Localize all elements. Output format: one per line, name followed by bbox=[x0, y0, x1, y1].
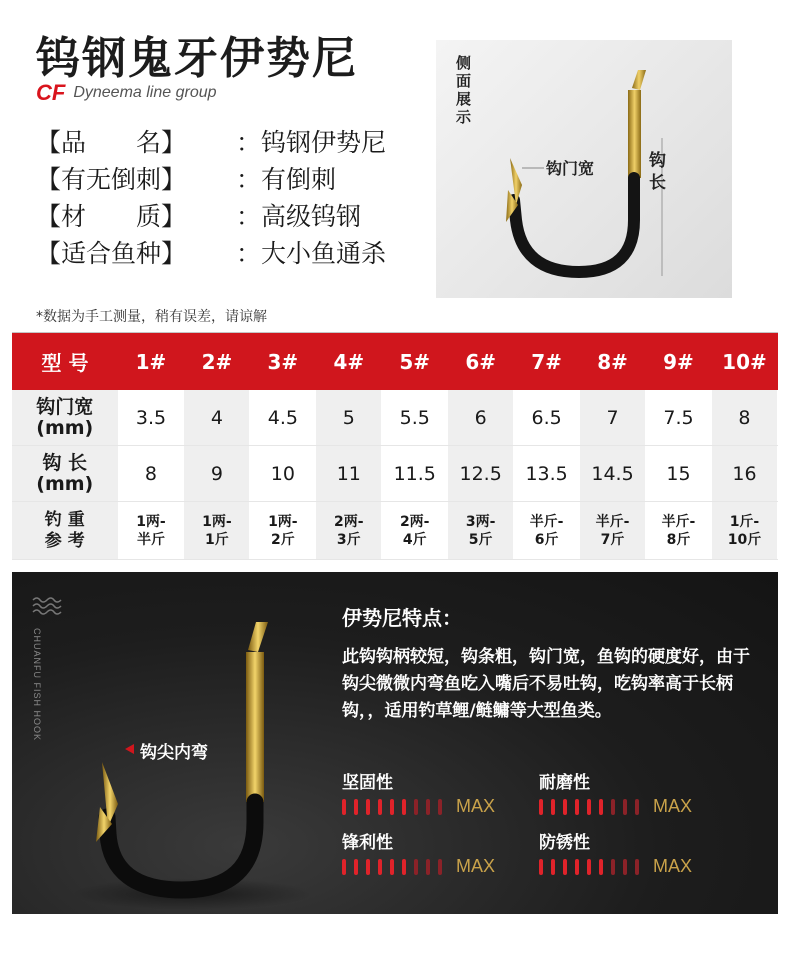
meter-bar bbox=[402, 799, 406, 815]
row-label-line: 钩 长 bbox=[42, 451, 88, 474]
spec-row-material bbox=[36, 198, 386, 235]
cell-line: 8斤 bbox=[666, 531, 691, 548]
spec-row-fish bbox=[36, 235, 386, 272]
table-header: 型 号 bbox=[12, 333, 118, 391]
meter-max-label: MAX bbox=[653, 856, 693, 876]
meter-bars bbox=[539, 856, 739, 877]
meter-bar bbox=[539, 859, 543, 875]
size-header: 4# bbox=[316, 333, 382, 391]
meter-bar bbox=[575, 799, 579, 815]
meter-bar bbox=[611, 799, 615, 815]
cell-line: 3两- bbox=[465, 513, 496, 530]
meter-bar bbox=[539, 799, 543, 815]
table-cell: 6.5 bbox=[514, 390, 580, 446]
size-header: 5# bbox=[382, 333, 448, 391]
cell-line: 1两- bbox=[136, 513, 166, 530]
cell-line: 2两- bbox=[399, 513, 430, 530]
spec-key: 【材 质】 bbox=[36, 202, 187, 231]
table-cell bbox=[448, 502, 514, 560]
meter-bar bbox=[378, 799, 382, 815]
meter-bar bbox=[402, 859, 406, 875]
table-cell bbox=[184, 502, 250, 560]
table-cell: 9 bbox=[184, 446, 250, 502]
table-cell: 8 bbox=[711, 390, 777, 446]
brand-vertical-text: CHUANFU FISH HOOK bbox=[32, 628, 42, 742]
meter-bar bbox=[390, 859, 394, 875]
spec-sep: ： bbox=[236, 202, 262, 231]
meter-bars bbox=[342, 796, 542, 817]
meter-max-label: MAX bbox=[653, 796, 693, 816]
table-cell bbox=[316, 502, 382, 560]
table-cell: 3.5 bbox=[118, 390, 184, 446]
meter-bar bbox=[599, 859, 603, 875]
brand-logo: CF bbox=[36, 80, 66, 105]
spec-row-barb bbox=[36, 161, 386, 198]
meter-bar bbox=[390, 799, 394, 815]
size-table bbox=[12, 332, 778, 560]
cell-line: 4斤 bbox=[402, 531, 427, 548]
row-label-line: 钓 重 bbox=[44, 509, 85, 530]
table-cell bbox=[382, 502, 448, 560]
cell-line: 1两- bbox=[202, 513, 232, 530]
spec-row-name bbox=[36, 124, 386, 161]
meter-bar bbox=[438, 799, 442, 815]
table-cell: 13.5 bbox=[514, 446, 580, 502]
spec-value: 钨钢伊势尼 bbox=[261, 128, 387, 157]
size-header: 1# bbox=[118, 333, 184, 391]
meter-bar bbox=[426, 859, 430, 875]
table-cell: 6 bbox=[448, 390, 514, 446]
cell-line: 1斤- bbox=[729, 513, 760, 530]
meter-bar bbox=[414, 799, 418, 815]
measurement-note: *数据为手工测量，稍有误差，请谅解 bbox=[36, 309, 267, 325]
meter-wear bbox=[539, 768, 739, 817]
meter-label: 坚固性 bbox=[342, 773, 393, 793]
table-cell: 11 bbox=[316, 446, 382, 502]
meter-bar bbox=[635, 799, 639, 815]
row-label-line: (mm) bbox=[36, 416, 94, 439]
table-cell: 10 bbox=[250, 446, 316, 502]
gap-width-label: 钩门宽 bbox=[546, 159, 595, 178]
table-cell: 5.5 bbox=[382, 390, 448, 446]
table-cell bbox=[118, 502, 184, 560]
cell-line: 半斤- bbox=[661, 513, 696, 530]
table-cell: 5 bbox=[316, 390, 382, 446]
meter-bar bbox=[611, 859, 615, 875]
spec-list bbox=[36, 124, 386, 272]
cell-line: 3斤 bbox=[336, 531, 361, 548]
table-cell: 11.5 bbox=[382, 446, 448, 502]
meter-bar bbox=[587, 799, 591, 815]
row-label-line: (mm) bbox=[36, 472, 94, 495]
row-label bbox=[12, 446, 118, 502]
spec-key: 【有无倒刺】 bbox=[36, 165, 187, 194]
meter-bars bbox=[539, 796, 739, 817]
meter-label: 锋利性 bbox=[342, 833, 393, 853]
meter-bar bbox=[354, 799, 358, 815]
size-header: 10# bbox=[711, 333, 777, 391]
spec-sep: ： bbox=[236, 128, 262, 157]
size-header: 8# bbox=[580, 333, 646, 391]
cell-line: 1斤 bbox=[205, 531, 229, 548]
spec-key: 【品 名】 bbox=[36, 128, 187, 157]
table-cell bbox=[250, 502, 316, 560]
meter-bar bbox=[587, 859, 591, 875]
brand bbox=[36, 80, 217, 106]
cell-line: 半斤- bbox=[529, 513, 564, 530]
meter-bar bbox=[342, 799, 346, 815]
meter-bar bbox=[551, 859, 555, 875]
table-cell: 4 bbox=[184, 390, 250, 446]
spec-sep: ： bbox=[236, 165, 262, 194]
table-cell bbox=[646, 502, 712, 560]
product-title: 钨钢鬼牙伊势尼 bbox=[36, 33, 358, 84]
features-title: 伊势尼特点： bbox=[342, 606, 462, 630]
meter-bar bbox=[563, 859, 567, 875]
size-header: 6# bbox=[448, 333, 514, 391]
size-header: 3# bbox=[250, 333, 316, 391]
table-cell: 16 bbox=[711, 446, 777, 502]
meter-bars bbox=[342, 856, 542, 877]
meter-bar bbox=[635, 859, 639, 875]
size-header: 2# bbox=[184, 333, 250, 391]
row-label-line: 钩门宽 bbox=[36, 395, 94, 418]
meter-bar bbox=[438, 859, 442, 875]
table-cell: 7 bbox=[580, 390, 646, 446]
side-view-panel bbox=[436, 40, 732, 298]
spec-value: 高级钨钢 bbox=[261, 202, 362, 231]
features-description: 此钩钩柄较短，钩条粗，钩门宽，鱼钩的硬度好，由于钩尖微微内弯鱼吃入嘴后不易吐钩，吃钩率高于长柄钩，，适用钓草鲤/鲢鳙等大型鱼类。 bbox=[342, 647, 750, 721]
spec-value: 有倒刺 bbox=[261, 165, 337, 194]
row-label bbox=[12, 502, 118, 560]
meter-bar bbox=[551, 799, 555, 815]
spec-key: 【适合鱼种】 bbox=[36, 239, 187, 268]
table-cell: 7.5 bbox=[646, 390, 712, 446]
meter-bar bbox=[599, 799, 603, 815]
meter-bar bbox=[575, 859, 579, 875]
meter-bar bbox=[563, 799, 567, 815]
meter-bar bbox=[354, 859, 358, 875]
cell-line: 半斤 bbox=[136, 531, 165, 548]
tip-arrow-icon bbox=[125, 744, 134, 754]
cell-line: 半斤- bbox=[595, 513, 630, 530]
meter-max-label: MAX bbox=[456, 796, 496, 816]
table-row bbox=[12, 446, 778, 502]
cell-line: 6斤 bbox=[534, 531, 559, 548]
meter-strength bbox=[342, 768, 542, 817]
meter-bar bbox=[426, 799, 430, 815]
features-panel bbox=[12, 572, 778, 914]
meter-bar bbox=[623, 859, 627, 875]
table-cell bbox=[580, 502, 646, 560]
meter-bar bbox=[623, 799, 627, 815]
meter-bar bbox=[378, 859, 382, 875]
cell-line: 2斤 bbox=[270, 531, 295, 548]
meter-label: 耐磨性 bbox=[539, 773, 590, 793]
size-header: 7# bbox=[514, 333, 580, 391]
size-header: 9# bbox=[646, 333, 712, 391]
spec-sep: ： bbox=[236, 239, 262, 268]
cell-line: 7斤 bbox=[600, 531, 625, 548]
tip-label: 钩尖内弯 bbox=[140, 743, 208, 763]
spec-value: 大小鱼通杀 bbox=[261, 239, 387, 268]
table-cell bbox=[711, 502, 777, 560]
meter-rust bbox=[539, 828, 739, 877]
table-cell: 12.5 bbox=[448, 446, 514, 502]
meter-label: 防锈性 bbox=[539, 833, 590, 853]
table-cell: 14.5 bbox=[580, 446, 646, 502]
row-label bbox=[12, 390, 118, 446]
table-row bbox=[12, 502, 778, 560]
table-cell: 8 bbox=[118, 446, 184, 502]
meter-bar bbox=[366, 799, 370, 815]
table-row bbox=[12, 390, 778, 446]
meter-bar bbox=[366, 859, 370, 875]
table-header-row bbox=[12, 333, 778, 391]
cell-line: 5斤 bbox=[468, 531, 493, 548]
table-cell: 15 bbox=[646, 446, 712, 502]
table-cell bbox=[514, 502, 580, 560]
row-label-line: 参 考 bbox=[44, 530, 85, 551]
side-view-label: 侧面展示 bbox=[456, 54, 472, 126]
meter-bar bbox=[342, 859, 346, 875]
meter-max-label: MAX bbox=[456, 856, 496, 876]
brand-text: Dyneema line group bbox=[73, 84, 217, 101]
table-cell: 4.5 bbox=[250, 390, 316, 446]
meter-bar bbox=[414, 859, 418, 875]
cell-line: 10斤 bbox=[727, 531, 762, 548]
hook-length-label: 钩长 bbox=[649, 151, 666, 193]
cell-line: 1两- bbox=[268, 513, 298, 530]
meter-sharpness bbox=[342, 828, 542, 877]
cell-line: 2两- bbox=[334, 513, 364, 530]
